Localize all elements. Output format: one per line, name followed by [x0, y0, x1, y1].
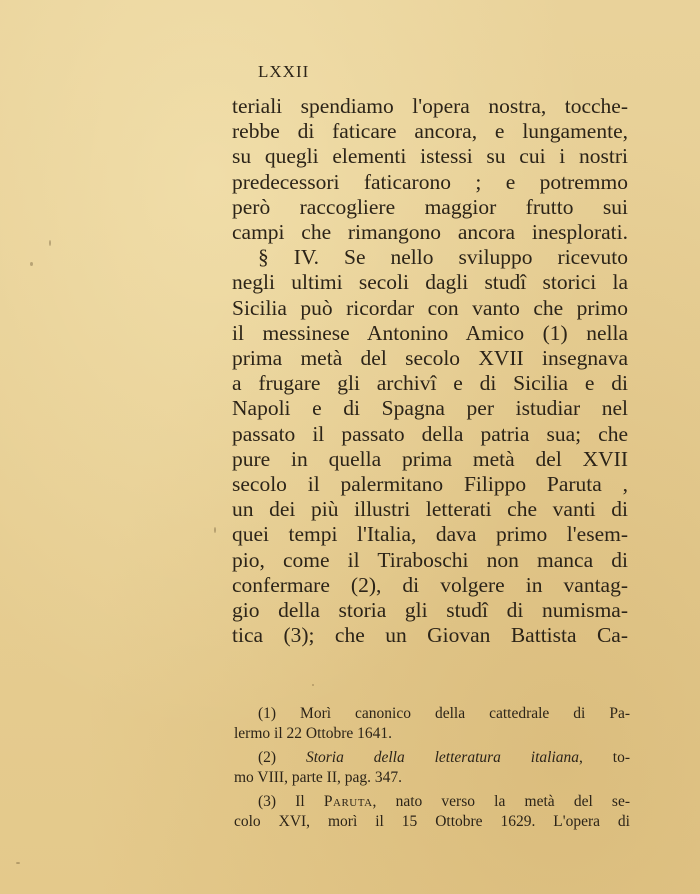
body-line: rebbe di faticare ancora, e lungamente, [232, 119, 628, 144]
paper-speck [30, 262, 33, 266]
body-line: secolo il palermitano Filippo Paruta , [232, 472, 628, 497]
footnote-3 [234, 792, 631, 831]
paper-speck [49, 240, 51, 246]
body-line: Sicilia può ricordar con vanto che primo [232, 295, 628, 320]
body-line: passato il passato della patria sua; che [232, 421, 628, 446]
body-line: gio della storia gli studî di numisma- [232, 598, 628, 623]
body-line: campi che rimangono ancora inesplorati. [232, 220, 628, 245]
body-line: il messinese Antonino Amico (1) nella [232, 320, 628, 345]
body-line: predecessori faticarono ; e potremmo [232, 169, 628, 194]
footnote-text: , nato verso la metà del se- [372, 793, 631, 810]
footnote-line: (1) Morì canonico della cattedrale di Pa- [258, 705, 630, 722]
footnote-name: Paruta [323, 793, 373, 810]
footnote-line [258, 748, 630, 768]
footnote-line [258, 792, 630, 812]
body-line: prima metà del secolo XVII insegnava [232, 346, 628, 371]
footnote-title: Storia della letteratura italiana [305, 749, 580, 766]
footnotes [234, 704, 631, 836]
body-line: pio, come il Tiraboschi non manca di [232, 547, 628, 572]
body-line: a frugare gli archivî e di Sicilia e di [232, 371, 628, 396]
body-line: tica (3); che un Giovan Battista Ca- [232, 623, 628, 648]
body-line: però raccogliere maggior frutto sui [232, 194, 628, 219]
footnote-line: mo VIII, parte II, pag. 347. [234, 768, 403, 786]
footnote-text: , to- [579, 749, 631, 766]
section-heading-line: § IV. Se nello sviluppo ricevuto [258, 245, 628, 270]
footnote-line: colo XVI, morì il 15 Ottobre 1629. L'opera di [234, 812, 630, 830]
body-line: un dei più illustri letterati che vanti di [232, 497, 628, 522]
body-line: quei tempi l'Italia, dava primo l'esem- [232, 522, 628, 547]
footnote-marker: (3) Il [258, 793, 324, 810]
paper-speck [214, 527, 216, 533]
page-number: LXXII [258, 62, 310, 81]
paper-speck [312, 684, 314, 686]
body-line: confermare (2), di volgere in vantag- [232, 572, 628, 597]
footnote-1 [234, 704, 630, 743]
paper-speck [16, 862, 20, 864]
body-line: pure in quella prima metà del XVII [232, 446, 628, 471]
footnote-2 [234, 748, 631, 787]
footnote-marker: (2) [258, 749, 306, 766]
body-line: teriali spendiamo l'opera nostra, tocche- [232, 94, 628, 118]
body-line: negli ultimi secoli dagli studî storici la [232, 270, 628, 295]
body-line: su quegli elementi istessi su cui i nostri [232, 144, 628, 169]
body-line: Napoli e di Spagna per istudiar nel [232, 396, 628, 421]
footnote-line: lermo il 22 Ottobre 1641. [234, 724, 392, 742]
body-text [232, 94, 628, 648]
